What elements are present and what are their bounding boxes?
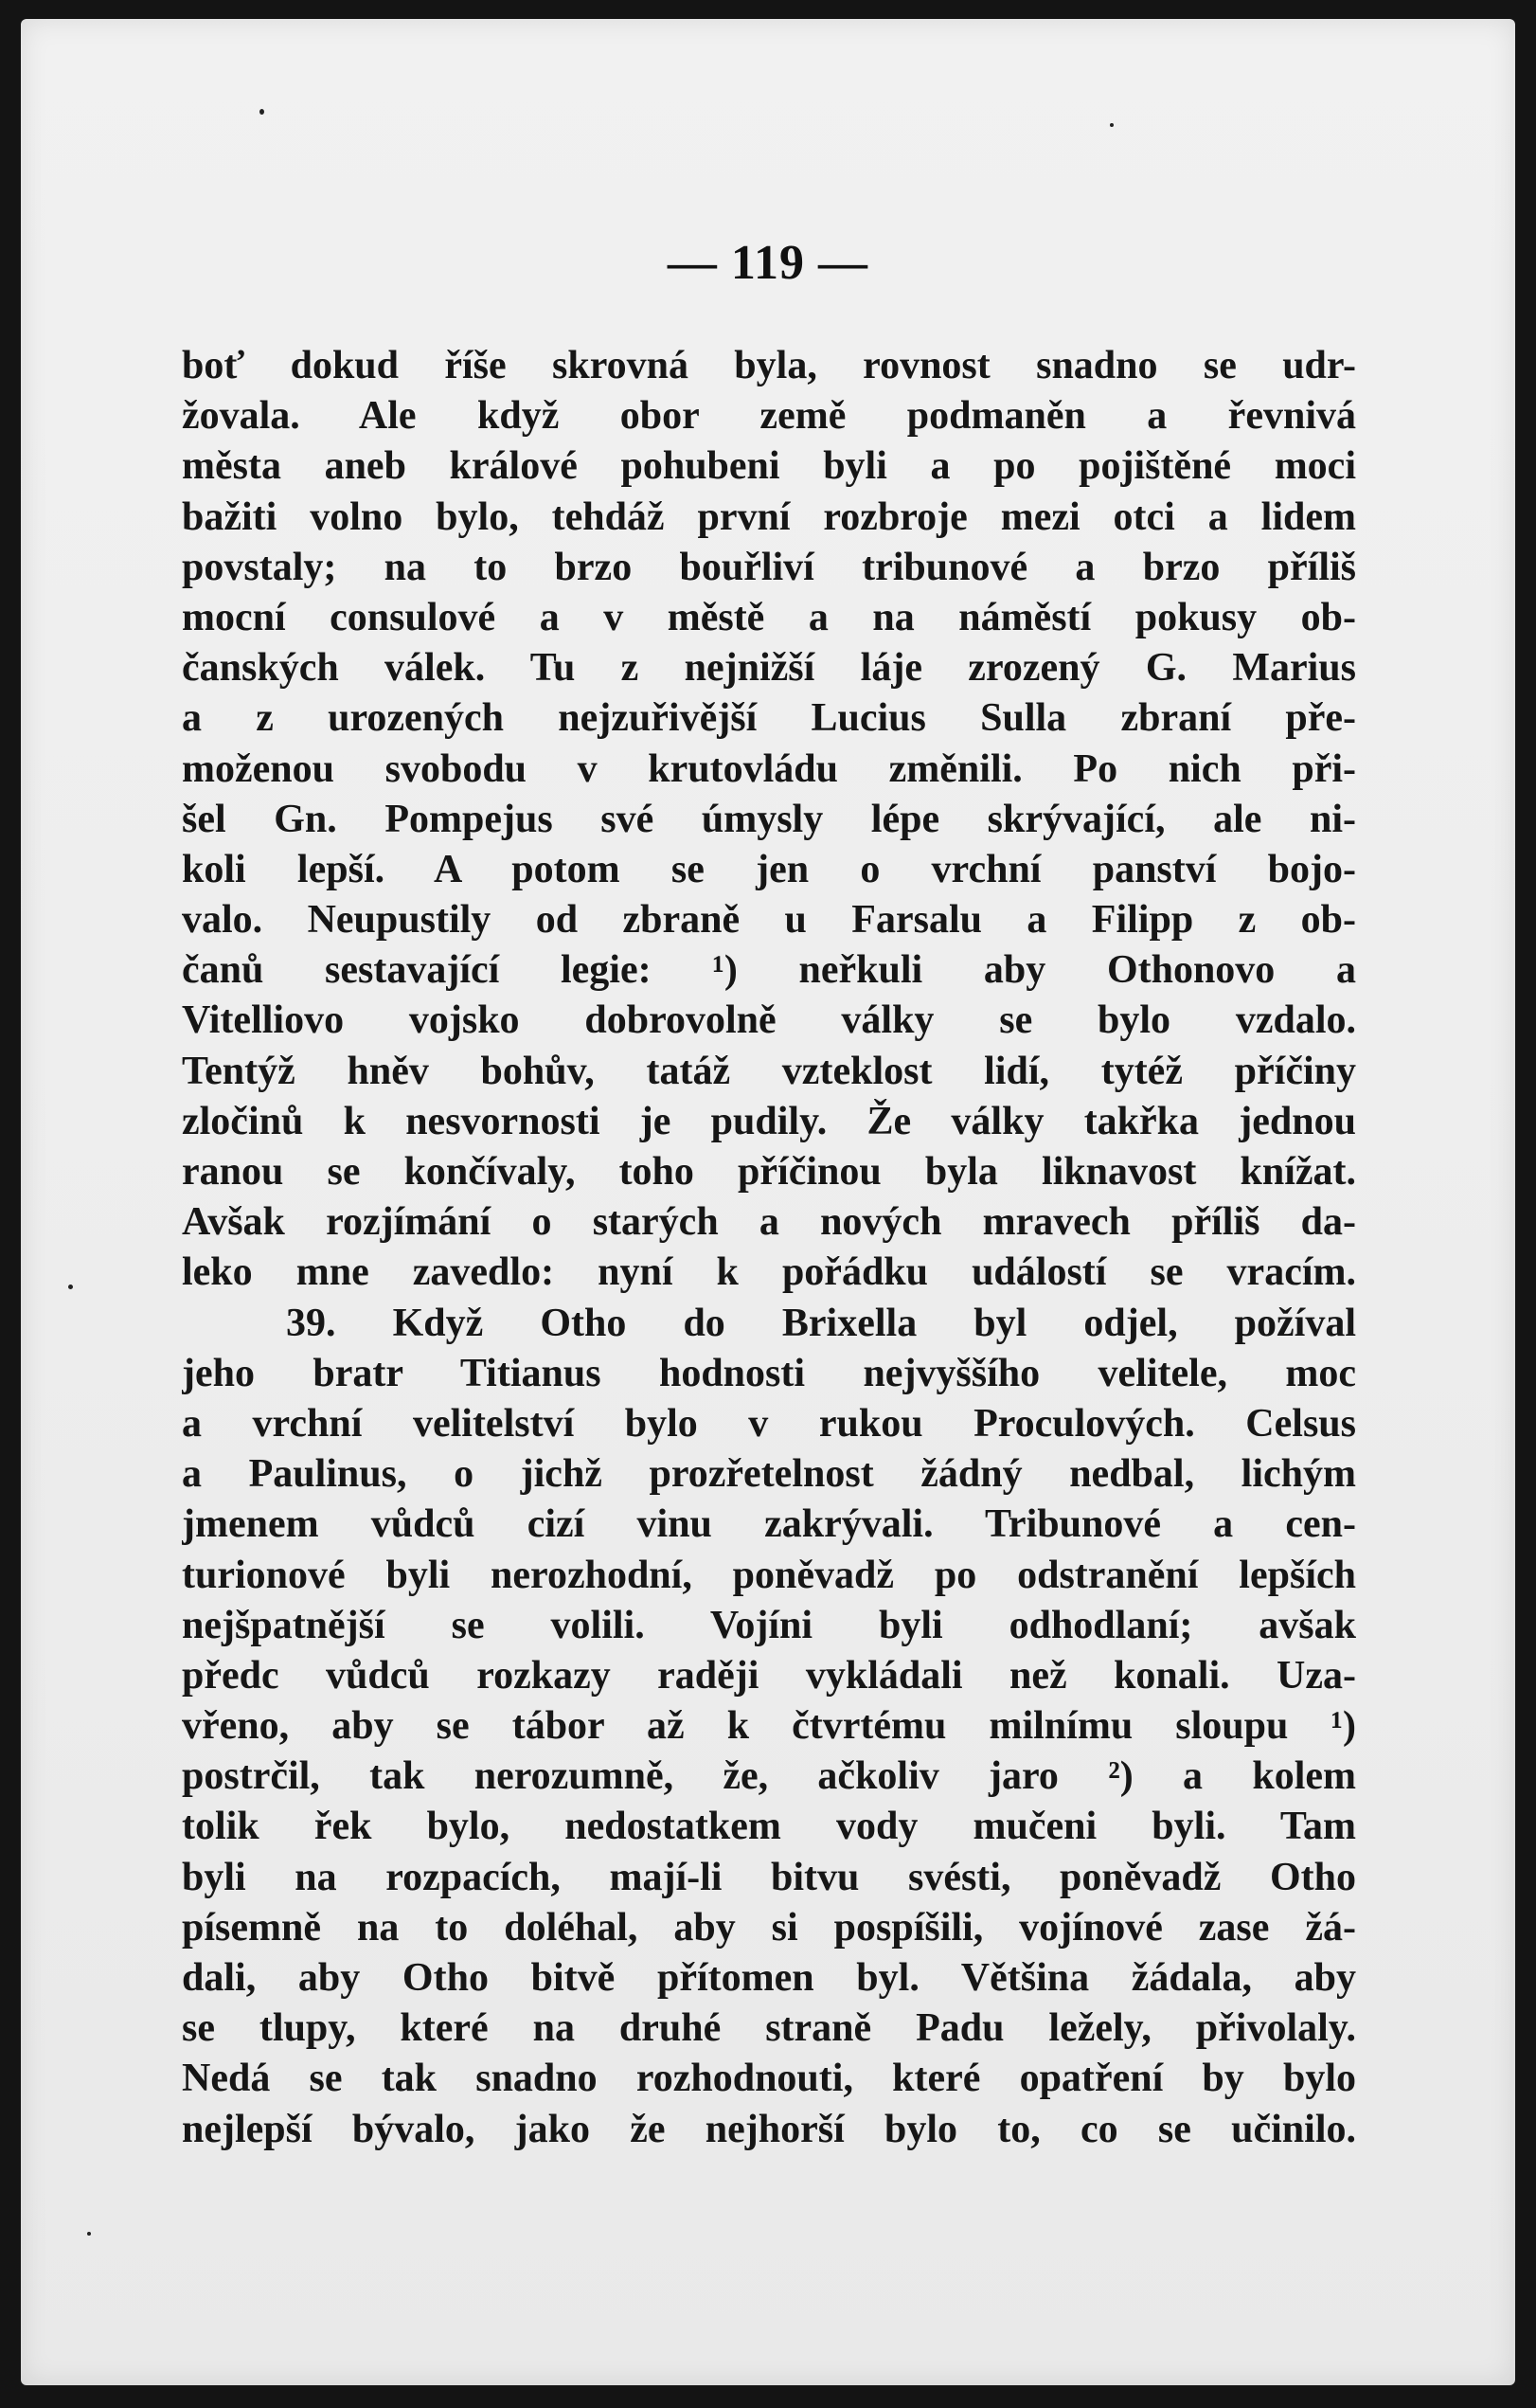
text-line: Nedá se tak snadno rozhodnouti, které opatření by bylo [182, 2057, 1356, 2101]
text-line: postrčil, tak nerozumně, že, ačkoliv jaro ²) a kolem [182, 1754, 1356, 1799]
text-line: jeho bratr Titianus hodnosti nejvyššího velitele, moc [182, 1351, 1356, 1395]
scan-speck [68, 1285, 73, 1289]
text-line: turionové byli nerozhodní, poněvadž po odstranění lepších [182, 1553, 1356, 1597]
text-line: písemně na to doléhal, aby si pospíšili, vojínové zase žá- [182, 1905, 1356, 1950]
text-line: nejlepší bývalo, jako že nejhorší bylo to, co se učinilo. [182, 2107, 1356, 2151]
text-line: vřeno, aby se tábor až k čtvrtému milnímu sloupu ¹) [182, 1704, 1356, 1749]
text-line: povstaly; na to brzo bouřliví tribunové a brzo příliš [182, 545, 1356, 589]
text-line: žovala. Ale když obor země podmaněn a řevnivá [182, 394, 1356, 439]
page-number: — 119 — [667, 236, 869, 290]
text-line: koli lepší. A potom se jen o vrchní panství bojo- [182, 847, 1356, 891]
scan-speck [87, 2232, 91, 2236]
text-line: dali, aby Otho bitvě přítomen byl. Většina žádala, aby [182, 1956, 1356, 2000]
text-line: a Paulinus, o jichž prozřetelnost žádný nedbal, lichým [182, 1452, 1356, 1497]
text-line: zločinů k nesvornosti je pudily. Že války takřka jednou [182, 1099, 1356, 1143]
scan-speck [259, 109, 264, 115]
text-line: mocní consulové a v městě a na náměstí pokusy ob- [182, 595, 1356, 639]
text-line: čanů sestavající legie: ¹) neřkuli aby Othonovo a [182, 948, 1356, 993]
body-text [182, 341, 1356, 2155]
text-line: jmenem vůdců cizí vinu zakrývali. Tribunové a cen- [182, 1502, 1356, 1547]
book-page [21, 19, 1515, 2385]
text-line: moženou svobodu v krutovládu změnili. Po nich při- [182, 746, 1356, 791]
text-line: tolik řek bylo, nedostatkem vody mučeni byli. Tam [182, 1805, 1356, 1849]
text-line: byli na rozpacích, mají-li bitvu svésti, poněvadž Otho [182, 1855, 1356, 1899]
text-line: leko mne zavedlo: nyní k pořádku událostí se vracím. [182, 1250, 1356, 1295]
text-line: Avšak rozjímání o starých a nových mravech příliš da- [182, 1200, 1356, 1245]
text-line: 39. Když Otho do Brixella byl odjel, požíval [286, 1301, 1356, 1345]
text-line: boť dokud říše skrovná byla, rovnost snadno se udr- [182, 344, 1356, 387]
text-line: a z urozených nejzuřivější Lucius Sulla zbraní pře- [182, 696, 1356, 741]
text-line: ranou se končívaly, toho příčinou byla liknavost knížat. [182, 1150, 1356, 1194]
scan-speck [1110, 123, 1114, 127]
text-line: šel Gn. Pompejus své úmysly lépe skrývající, ale ni- [182, 797, 1356, 841]
text-line: města aneb králové pohubeni byli a po pojištěné moci [182, 444, 1356, 489]
text-line: nejšpatnější se volili. Vojíni byli odhodlaní; avšak [182, 1603, 1356, 1647]
text-line: valo. Neupustily od zbraně u Farsalu a Filipp z ob- [182, 898, 1356, 943]
text-line: bažiti volno bylo, tehdáž první rozbroje mezi otci a lidem [182, 494, 1356, 539]
text-line: Vitelliovo vojsko dobrovolně války se bylo vzdalo. [182, 998, 1356, 1043]
text-line: čanských válek. Tu z nejnižší láje zrozený G. Marius [182, 646, 1356, 691]
text-line: předc vůdců rozkazy raději vykládali než konali. Uza- [182, 1653, 1356, 1698]
text-line: se tlupy, které na druhé straně Padu ležely, přivolaly. [182, 2006, 1356, 2051]
text-line: a vrchní velitelství bylo v rukou Proculových. Celsus [182, 1401, 1356, 1446]
text-line: Tentýž hněv bohův, tatáž vzteklost lidí, tytéž příčiny [182, 1049, 1356, 1093]
